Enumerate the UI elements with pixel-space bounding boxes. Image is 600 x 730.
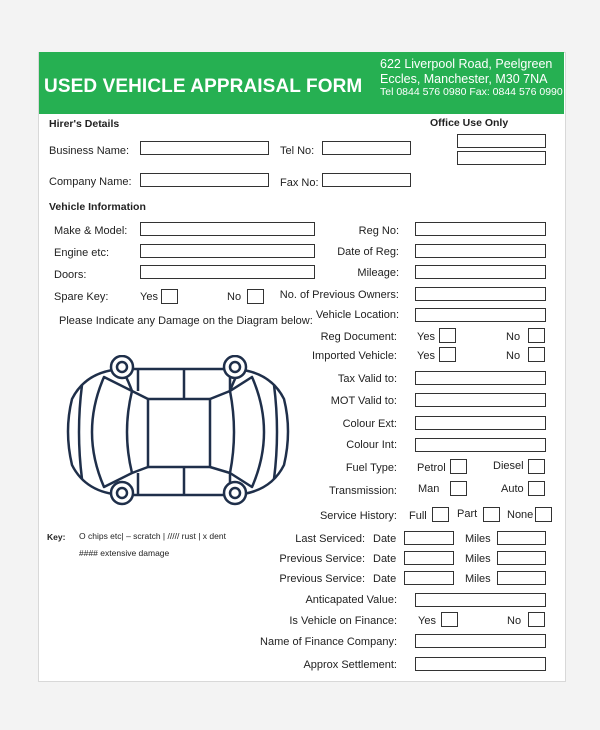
- none-checkbox[interactable]: [535, 507, 552, 522]
- service-history-label: Service History:: [319, 510, 397, 522]
- business-name-field[interactable]: [140, 141, 269, 155]
- colour-ext-label: Colour Ext:: [342, 418, 397, 430]
- imported-no-label: No: [506, 350, 521, 362]
- contact-line: Tel 0844 576 0980 Fax: 0844 576 0990: [380, 86, 563, 98]
- engine-label: Engine etc:: [54, 247, 110, 259]
- last-serviced-label: Last Serviced:: [295, 533, 365, 545]
- last-serviced-date-field[interactable]: [404, 531, 454, 545]
- reg-doc-no-label: No: [506, 331, 521, 343]
- last-serviced-miles-label: Miles: [465, 533, 491, 545]
- last-serviced-miles-field[interactable]: [497, 531, 546, 545]
- key-extensive: #### extensive damage: [79, 548, 170, 558]
- finance-yes-checkbox[interactable]: [441, 612, 458, 627]
- company-name-label: Company Name:: [49, 176, 132, 188]
- vehicle-heading: Vehicle Information: [49, 201, 146, 213]
- prev-owners-field[interactable]: [415, 287, 546, 301]
- prev-service-1-date-label: Date: [373, 553, 397, 565]
- address-line-2: Eccles, Manchester, M30 7NA: [380, 72, 548, 86]
- colour-ext-field[interactable]: [415, 416, 546, 430]
- imported-label: Imported Vehicle:: [312, 350, 397, 362]
- imported-no-checkbox[interactable]: [528, 347, 545, 362]
- petrol-checkbox[interactable]: [450, 459, 467, 474]
- transmission-label: Transmission:: [328, 485, 397, 497]
- key-damage-symbols: O chips etc| – scratch | ///// rust | x dent: [79, 531, 226, 541]
- full-checkbox[interactable]: [432, 507, 449, 522]
- mileage-field[interactable]: [415, 265, 546, 279]
- prev-service-2-date-label: Date: [373, 573, 397, 585]
- spare-key-no-label: No: [227, 291, 242, 303]
- petrol-label: Petrol: [417, 462, 446, 474]
- auto-label: Auto: [501, 483, 524, 495]
- office-field-1[interactable]: [457, 134, 546, 148]
- fax-label: Fax No:: [280, 177, 319, 189]
- office-use-heading: Office Use Only: [430, 117, 509, 129]
- colour-int-label: Colour Int:: [346, 439, 397, 451]
- location-label: Vehicle Location:: [315, 309, 399, 321]
- prev-service-1-date-field[interactable]: [404, 551, 454, 565]
- prev-service-2-date-field[interactable]: [404, 571, 454, 585]
- imported-yes-checkbox[interactable]: [439, 347, 456, 362]
- location-field[interactable]: [415, 308, 546, 322]
- key-label: Key:: [47, 532, 66, 542]
- manual-checkbox[interactable]: [450, 481, 467, 496]
- colour-int-field[interactable]: [415, 438, 546, 452]
- settlement-field[interactable]: [415, 657, 546, 671]
- prev-service-1-miles-field[interactable]: [497, 551, 546, 565]
- finance-no-checkbox[interactable]: [528, 612, 545, 627]
- hirer-heading: Hirer's Details: [49, 118, 120, 130]
- spare-key-yes-checkbox[interactable]: [161, 289, 178, 304]
- damage-note: Please Indicate any Damage on the Diagram below:: [59, 315, 313, 327]
- finance-company-label: Name of Finance Company:: [260, 636, 397, 648]
- company-name-field[interactable]: [140, 173, 269, 187]
- prev-service-2-label: Previous Service:: [279, 573, 365, 585]
- prev-service-2-miles-label: Miles: [465, 573, 491, 585]
- on-finance-label: Is Vehicle on Finance:: [289, 615, 397, 627]
- tel-label: Tel No:: [280, 145, 315, 157]
- spare-key-yes-label: Yes: [140, 291, 158, 303]
- mot-valid-label: MOT Valid to:: [330, 395, 397, 407]
- prev-service-1-label: Previous Service:: [279, 553, 365, 565]
- imported-yes-label: Yes: [417, 350, 435, 362]
- address-line-1: 622 Liverpool Road, Peelgreen: [380, 57, 553, 71]
- auto-checkbox[interactable]: [528, 481, 545, 496]
- none-label: None: [507, 509, 534, 521]
- date-of-reg-field[interactable]: [415, 244, 546, 258]
- prev-owners-label: No. of Previous Owners:: [279, 289, 399, 301]
- mot-valid-field[interactable]: [415, 393, 546, 407]
- diesel-label: Diesel: [493, 460, 524, 472]
- finance-company-field[interactable]: [415, 634, 546, 648]
- prev-service-2-miles-field[interactable]: [497, 571, 546, 585]
- reg-no-field[interactable]: [415, 222, 546, 236]
- tax-valid-label: Tax Valid to:: [337, 373, 397, 385]
- prev-service-1-miles-label: Miles: [465, 553, 491, 565]
- settlement-label: Approx Settlement:: [303, 659, 397, 671]
- reg-doc-yes-checkbox[interactable]: [439, 328, 456, 343]
- manual-label: Man: [418, 483, 440, 495]
- diesel-checkbox[interactable]: [528, 459, 545, 474]
- doors-label: Doors:: [54, 269, 87, 281]
- anticipated-field[interactable]: [415, 593, 546, 607]
- fuel-type-label: Fuel Type:: [345, 462, 397, 474]
- business-name-label: Business Name:: [49, 145, 130, 157]
- date-of-reg-label: Date of Reg:: [337, 246, 399, 258]
- tel-field[interactable]: [322, 141, 411, 155]
- part-checkbox[interactable]: [483, 507, 500, 522]
- mileage-label: Mileage:: [357, 267, 399, 279]
- form-title: USED VEHICLE APPRAISAL FORM: [44, 76, 363, 97]
- make-model-label: Make & Model:: [54, 225, 128, 237]
- spare-key-label: Spare Key:: [54, 291, 109, 303]
- last-serviced-date-label: Date: [373, 533, 397, 545]
- reg-document-label: Reg Document:: [320, 331, 397, 343]
- car-diagram[interactable]: [62, 355, 294, 510]
- part-label: Part: [457, 508, 478, 520]
- reg-no-label: Reg No:: [358, 225, 399, 237]
- reg-doc-yes-label: Yes: [417, 331, 435, 343]
- office-field-2[interactable]: [457, 151, 546, 165]
- anticipated-label: Anticapated Value:: [305, 594, 397, 606]
- full-label: Full: [409, 510, 427, 522]
- fax-field[interactable]: [322, 173, 411, 187]
- finance-no-label: No: [507, 615, 522, 627]
- tax-valid-field[interactable]: [415, 371, 546, 385]
- reg-doc-no-checkbox[interactable]: [528, 328, 545, 343]
- finance-yes-label: Yes: [418, 615, 436, 627]
